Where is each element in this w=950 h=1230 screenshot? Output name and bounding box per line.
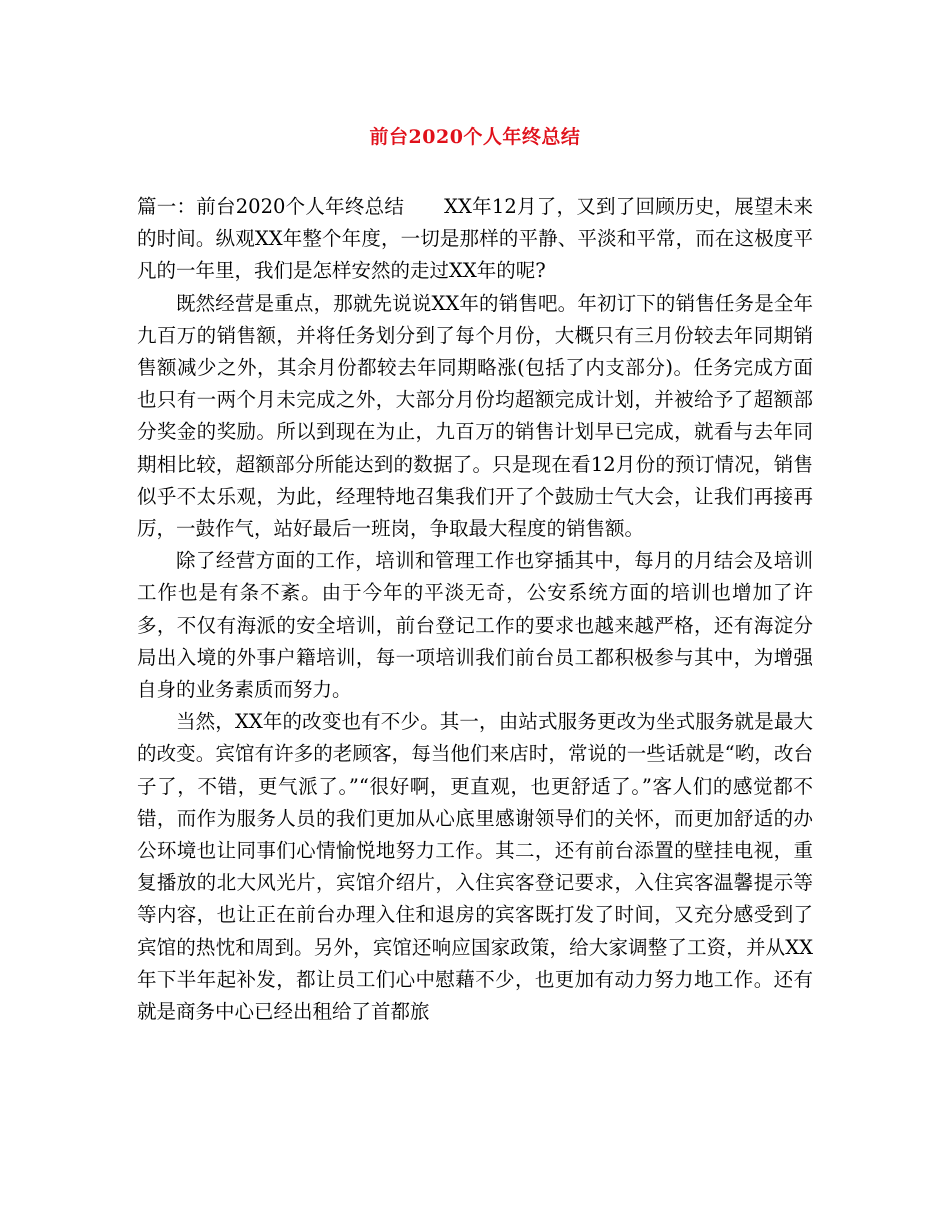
document-title: 前台2020个人年终总结 <box>369 126 581 148</box>
paragraph-2: 既然经营是重点，那就先说说XX年的销售吧。年初订下的销售任务是全年九百万的销售额，并将任务划分到了每个月份，大概只有三月份较去年同期销售额减少之外，其余月份都较去年同期略涨(包括了内支部分)。任务完成方面也只有一两个月未完成之外，大部分月份均超额完成计划，并被给予了超额部分奖金的奖励。所以到现在为止，九百万的销售计划早已完成，就看与去年同期相比较，超额部分所能达到的数据了。只是现在看12月份的预订情况，销售似乎不太乐观，为此，经理特地召集我们开了个鼓励士气大会，让我们再接再厉，一鼓作气，站好最后一班岗，争取最大程度的销售额。 <box>137 291 813 541</box>
document-body <box>137 191 813 1028</box>
paragraph-1-lead: 篇一：前台2020个人年终总结 <box>137 195 405 218</box>
paragraph-1 <box>137 191 813 288</box>
paragraph-3: 除了经营方面的工作，培训和管理工作也穿插其中，每月的月结会及培训工作也是有条不紊。由于今年的平淡无奇，公安系统方面的培训也增加了许多，不仅有海派的安全培训，前台登记工作的要求也越来越严格，还有海淀分局出入境的外事户籍培训，每一项培训我们前台员工都积极参与其中，为增强自身的业务素质而努力。 <box>137 549 813 702</box>
paragraph-1-text: XX年12月了，又到了回顾历史，展望未来的时间。纵观XX年整个年度，一切是那样的平静、平淡和平常，而在这极度平凡的一年里，我们是怎样安然的走过XX年的呢? <box>137 195 813 283</box>
paragraph-4: 当然，XX年的改变也有不少。其一，由站式服务更改为坐式服务就是最大的改变。宾馆有许多的老顾客，每当他们来店时，常说的一些话就是“哟，改台子了，不错，更气派了。”“很好啊，更直观，也更舒适了。”客人们的感觉都不错，而作为服务人员的我们更加从心底里感谢领导们的关怀，而更加舒适的办公环境也让同事们心情愉悦地努力工作。其二，还有前台添置的壁挂电视，重复播放的北大风光片，宾馆介绍片，入住宾客登记要求，入住宾客温馨提示等等内容，也让正在前台办理入住和退房的宾客既打发了时间，又充分感受到了宾馆的热忱和周到。另外，宾馆还响应国家政策，给大家调整了工资，并从XX年下半年起补发，都让员工们心中慰藉不少，也更加有动力努力地工作。还有就是商务中心已经出租给了首都旅 <box>137 710 813 1024</box>
